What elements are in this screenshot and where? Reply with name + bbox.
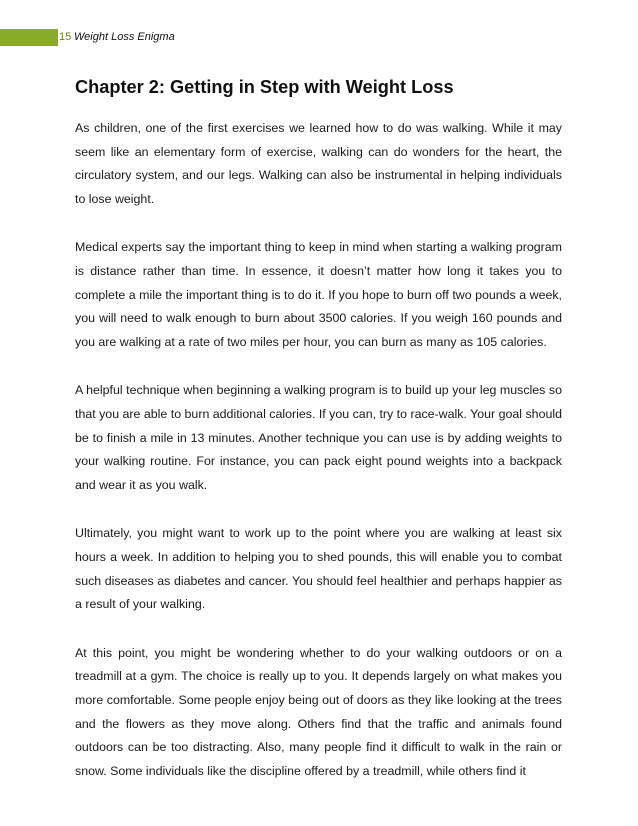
header-accent-bar [0, 29, 58, 46]
paragraph: As children, one of the first exercises we learned how to do was walking. While it may seem like an elementary form of exercise, walking can do wonders for the heart, the circulatory system, and our legs. Walking can also be instrumental in helping individuals to lose weight. [75, 121, 562, 207]
page-content [75, 76, 562, 808]
chapter-title: Chapter 2: Getting in Step with Weight Loss [75, 77, 454, 97]
paragraph: A helpful technique when beginning a walking program is to build up your leg muscles so that you are able to burn additional calories. If you can, try to race-walk. Your goal should be to finish a mile in 13 minutes. Another technique you can use is by adding weights to your walking routine. For instance, you can pack eight pound weights into a backpack and wear it as you walk. [75, 383, 562, 493]
paragraph: Medical experts say the important thing to keep in mind when starting a walking program is distance rather than time. In essence, it doesn’t matter how long it takes you to complete a mile the important thing is to do it. If you hope to burn off two pounds a week, you will need to walk enough to burn about 3500 calories. If you weigh 160 pounds and you are walking at a rate of two miles per hour, you can burn as many as 105 calories. [75, 240, 562, 350]
page-header [0, 29, 638, 46]
running-title: Weight Loss Enigma [74, 31, 175, 43]
paragraph: At this point, you might be wondering whether to do your walking outdoors or on a treadmill at a gym. The choice is really up to you. It depends largely on what makes you more comfortable. Some people enjoy being out of doors as they like looking at the trees and the flowers as they move along. Others find that the traffic and animals found outdoors can be too distracting. Also, many people find it difficult to walk in the rain or snow. Some individuals like the discipline offered by a treadmill, while others find it [75, 645, 562, 779]
page-number: 15 [59, 31, 72, 43]
paragraph: Ultimately, you might want to work up to the point where you are walking at least six hours a week. In addition to helping you to shed pounds, this will enable you to combat such diseases as diabetes and cancer. You should feel healthier and perhaps happier as a result of your walking. [75, 526, 562, 612]
